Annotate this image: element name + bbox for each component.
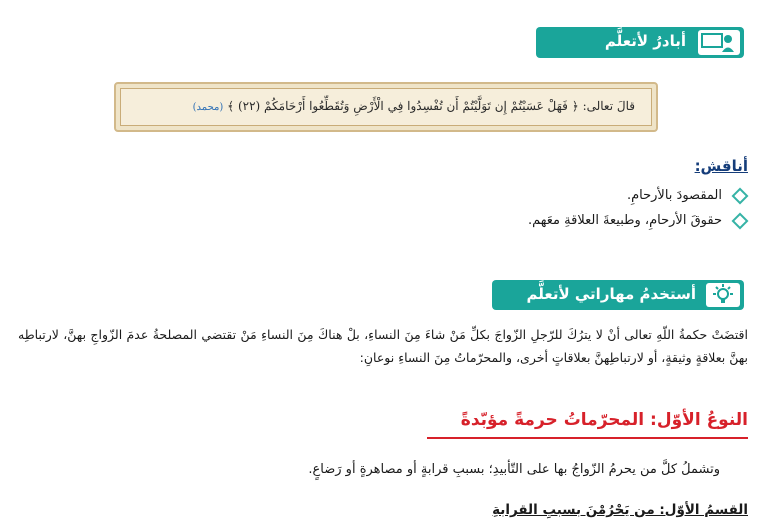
discuss-item <box>627 188 746 203</box>
skills-banner <box>492 280 744 310</box>
verse-source: (محمد) <box>192 102 224 113</box>
type-one-text: وتشملُ كلَّ من يحرمُ الزّواجُ بها على التّأبيدِ؛ بسببِ قرابةٍ أو مصاهرةٍ أو رَضاعٍ. <box>308 462 720 477</box>
discuss-item-text: المقصودَ بالأرحامِ. <box>626 188 722 203</box>
section-one-heading: القسمُ الأوّل: من يَحْرُمْنَ بسببِ القرابةِ <box>492 502 748 518</box>
type-one-heading: النوعُ الأوّل: المحرّماتُ حرمةً مؤبّدةً <box>460 410 748 430</box>
verse-frame <box>114 82 658 132</box>
learn-banner-title: أبادرُ لأتعلَّم <box>604 32 686 50</box>
diamond-bullet-icon <box>732 187 749 204</box>
discuss-heading: أناقش: <box>694 157 748 175</box>
intro-paragraph: اقتضَتْ حكمةُ اللّهِ تعالى أنْ لا يترُكَ للرّجلِ الزّواجَ بكلِّ مَنْ شاءَ مِنَ النساءِ، بلْ هناكَ مِنَ النساءِ مَنْ تقتضي المصلحةُ عدمَ الزّواجِ بهنَّ، لارتباطِه بهنَّ بعلاقةٍ وثيقةٍ، أو لارتباطِهنَّ بعلاقاتٍ أخرى، والمحرّماتُ مِنَ النساءِ نوعانِ: <box>18 327 748 365</box>
verse-line <box>137 99 635 113</box>
verse-inner-frame <box>120 88 652 126</box>
skills-banner-title: أستخدمُ مهاراتي لأتعلَّم <box>526 285 696 303</box>
verse-text: قالَ تعالى: ﴿ فَهَلْ عَسَيْتُمْ إِن تَوَلَّيْتُمْ أَن تُفْسِدُوا فِي الْأَرْضِ وَتُقَطِّعُوا أَرْحَامَكُمْ (٢٢) ﴾ <box>227 99 635 113</box>
discuss-item <box>528 213 746 228</box>
lightbulb-icon <box>706 283 740 307</box>
learn-banner <box>536 27 744 58</box>
diamond-bullet-icon <box>732 212 749 229</box>
teacher-board-icon <box>698 30 740 55</box>
type-one-underline <box>427 437 748 439</box>
discuss-item-text: حقوقَ الأرحامِ، وطبيعةَ العلاقةِ معَهم. <box>528 213 722 228</box>
